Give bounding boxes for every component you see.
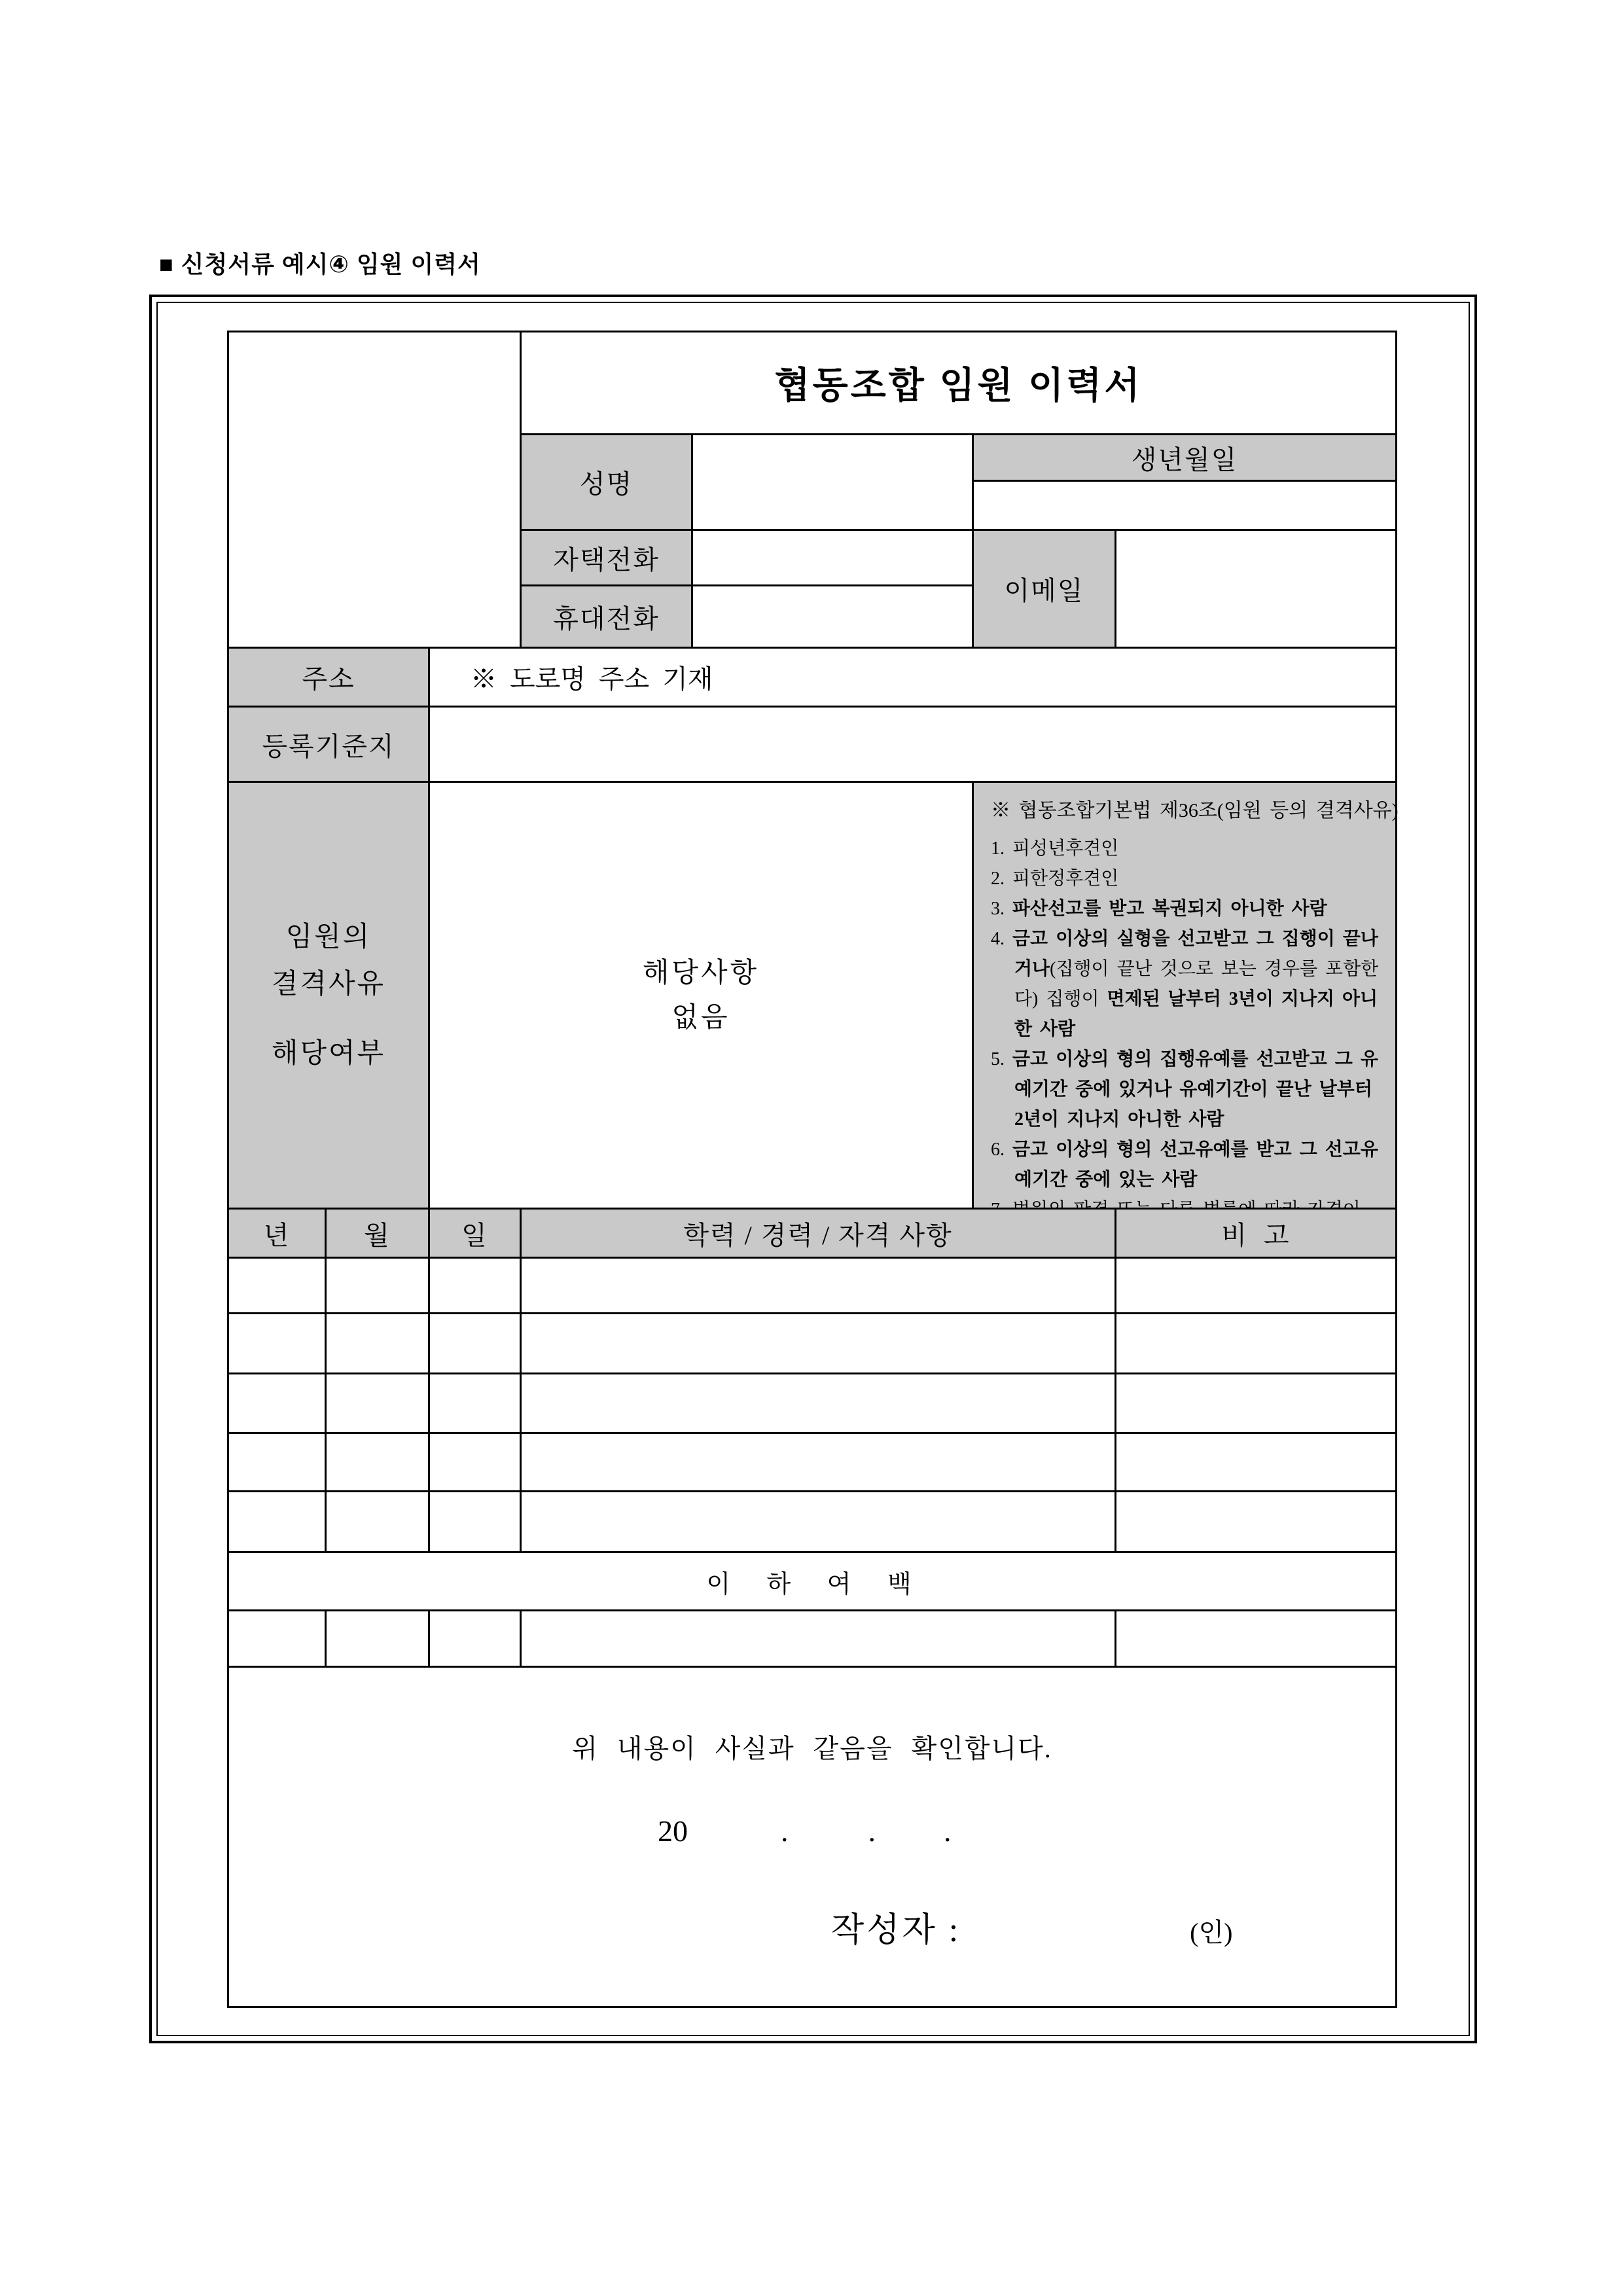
- mobile-phone-value-cell: [693, 586, 974, 649]
- registration-value-cell: [430, 708, 1397, 783]
- email-value-cell: [1116, 531, 1397, 649]
- disqualification-row-label-line3: 해당여부: [271, 1038, 386, 1069]
- mobile-phone-label: 휴대전화: [522, 586, 693, 649]
- history-empty-note-cell: [1116, 1374, 1397, 1434]
- history-header-day: 일: [430, 1210, 522, 1259]
- law-reference-header: ※ 협동조합기본법 제36조(임원 등의 결격사유): [991, 800, 1399, 821]
- history-empty-day-cell: [430, 1492, 522, 1553]
- law-item-2: 2. 피한정후견인: [991, 869, 1119, 889]
- home-phone-value-cell: [693, 531, 974, 586]
- history-empty-detail-cell: [522, 1259, 1116, 1314]
- officer-resume-form-table: [227, 331, 1397, 2008]
- history-empty-year-cell: [229, 1314, 327, 1374]
- date-dot-month: .: [868, 1814, 876, 1848]
- disqualification-law-cell: [974, 783, 1397, 1210]
- confirmation-text: 위 내용이 사실과 같음을 확인합니다.: [572, 1734, 1052, 1763]
- history-header-month: 월: [327, 1210, 430, 1259]
- law-item-5: 5. 금고 이상의 형의 집행유예를 선고받고 그 유예기간 중에 있거나 유예기간이 끝난 날부터 2년이 지나지 아니한 사람: [991, 1049, 1378, 1130]
- history-empty-month-cell: [327, 1314, 430, 1374]
- history-empty-detail-cell: [522, 1314, 1116, 1374]
- history-empty-month-cell: [327, 1611, 430, 1668]
- history-empty-year-cell: [229, 1434, 327, 1492]
- law-item-6: 6. 금고 이상의 형의 선고유예를 받고 그 선고유예기간 중에 있는 사람: [991, 1139, 1378, 1190]
- history-empty-detail-cell: [522, 1374, 1116, 1434]
- photo-cell: [229, 332, 522, 649]
- history-empty-note-cell: [1116, 1492, 1397, 1553]
- history-empty-year-cell: [229, 1374, 327, 1434]
- form-title: 협동조합 임원 이력서: [522, 332, 1397, 435]
- date-year-prefix: 20: [658, 1814, 688, 1848]
- history-empty-day-cell: [430, 1374, 522, 1434]
- history-header-note: 비 고: [1116, 1210, 1397, 1259]
- address-value-cell: ※ 도로명 주소 기재: [430, 649, 1397, 708]
- law-item-3: 3. 파산선고를 받고 복권되지 아니한 사람: [991, 899, 1327, 919]
- writer-label: 작성자 :: [831, 1912, 961, 1949]
- writer-line: [229, 1902, 1395, 1951]
- history-header-year: 년: [229, 1210, 327, 1259]
- seal-placeholder: (인): [1190, 1918, 1233, 1947]
- history-empty-year-cell: [229, 1492, 327, 1553]
- disqualification-status-line2: 없음: [671, 1002, 730, 1033]
- history-empty-note-cell: [1116, 1314, 1397, 1374]
- history-empty-month-cell: [327, 1492, 430, 1553]
- registration-label: 등록기준지: [229, 708, 430, 783]
- disqualification-status-cell: [430, 783, 974, 1210]
- birthdate-value-cell: [974, 482, 1397, 531]
- history-empty-month-cell: [327, 1259, 430, 1314]
- history-empty-detail-cell: [522, 1492, 1116, 1553]
- confirmation-cell: [229, 1668, 1397, 2008]
- history-empty-day-cell: [430, 1314, 522, 1374]
- history-header-detail: 학력 / 경력 / 자격 사항: [522, 1210, 1116, 1259]
- history-empty-detail-cell: [522, 1611, 1116, 1668]
- history-empty-month-cell: [327, 1434, 430, 1492]
- home-phone-label: 자택전화: [522, 531, 693, 586]
- history-empty-note-cell: [1116, 1434, 1397, 1492]
- address-label: 주소: [229, 649, 430, 708]
- law-item-4: 4. 금고 이상의 실형을 선고받고 그 집행이 끝나거나(집행이 끝난 것으로 보는 경우를 포함한다) 집행이 면제된 날부터 3년이 지나지 아니한 사람: [991, 929, 1379, 1039]
- date-line: [229, 1814, 1395, 1848]
- history-empty-day-cell: [430, 1434, 522, 1492]
- law-items-list: [991, 834, 1381, 1255]
- history-empty-year-cell: [229, 1611, 327, 1668]
- history-empty-detail-cell: [522, 1434, 1116, 1492]
- history-empty-note-cell: [1116, 1611, 1397, 1668]
- document-top-label: ■ 신청서류 예시④ 임원 이력서: [159, 251, 481, 278]
- history-empty-year-cell: [229, 1259, 327, 1314]
- blank-below-note: 이 하 여 백: [229, 1553, 1397, 1611]
- history-empty-day-cell: [430, 1611, 522, 1668]
- email-label: 이메일: [974, 531, 1116, 649]
- history-empty-month-cell: [327, 1374, 430, 1434]
- date-dot-day: .: [944, 1814, 952, 1848]
- history-empty-day-cell: [430, 1259, 522, 1314]
- disqualification-row-label: [229, 783, 430, 1210]
- disqualification-row-label-line1: 임원의: [285, 922, 372, 952]
- disqualification-row-label-line2: 결격사유: [271, 969, 386, 999]
- name-value-cell: [693, 435, 974, 531]
- birthdate-label: 생년월일: [974, 435, 1397, 482]
- disqualification-status-line1: 해당사항: [642, 958, 760, 988]
- name-label: 성명: [522, 435, 693, 531]
- history-empty-note-cell: [1116, 1259, 1397, 1314]
- law-item-1: 1. 피성년후견인: [991, 838, 1119, 859]
- date-dot-year: .: [781, 1814, 789, 1848]
